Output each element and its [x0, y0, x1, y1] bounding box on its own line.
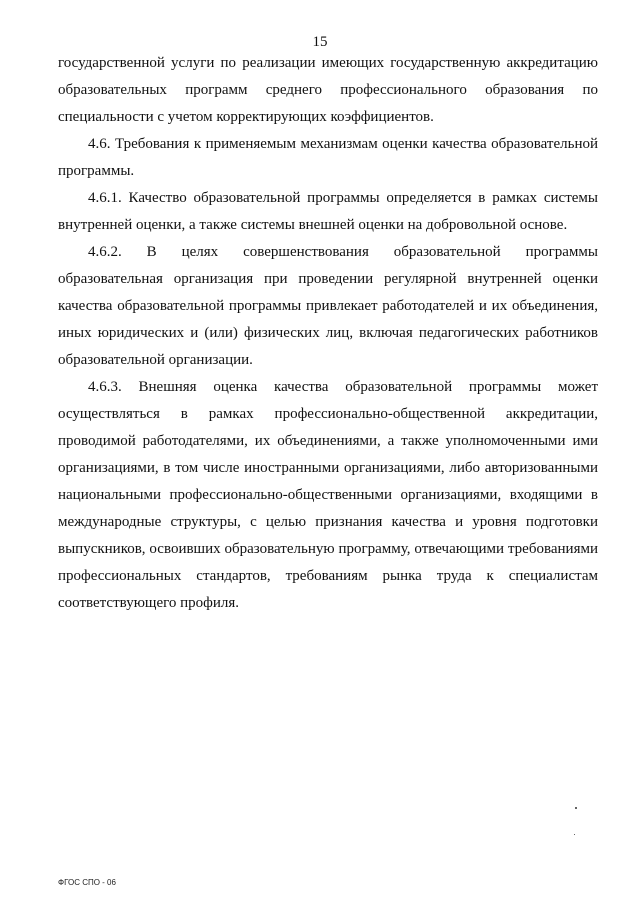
- document-body: [58, 50, 598, 617]
- paragraph-4-6-1: 4.6.1. Качество образовательной программы определяется в рамках системы внутренней оценки, а также системы внешней оценки на добровольной основе.: [58, 190, 598, 233]
- scan-speck: [574, 834, 575, 835]
- page-number: 15: [312, 34, 328, 50]
- paragraph-continuation: государственной услуги по реализации имеющих государственную аккредитацию образовательных программ среднего профессионального образования по специальности с учетом корректирующих коэффициентов.: [58, 55, 598, 125]
- document-footer: ФГОС СПО - 06: [58, 878, 116, 887]
- paragraph-4-6-3: 4.6.3. Внешняя оценка качества образовательной программы может осуществляться в рамках профессионально-общественной аккредитации, проводимой работодателями, их объединениями, а также уполномоченными ими организациями, в том числе иностранными организациями, либо авторизованными национальными профессионально-общественными организациями, входящими в международные структуры, с целью признания качества и уровня подготовки выпускников, освоивших образовательную программу, отвечающими требованиями профессиональных стандартов, требованиям рынка труда к специалистам соответствующего профиля.: [58, 379, 598, 611]
- paragraph-4-6: 4.6. Требования к применяемым механизмам оценки качества образовательной программы.: [58, 136, 598, 179]
- paragraph-4-6-2: 4.6.2. В целях совершенствования образовательной программы образовательная организация при проведении регулярной внутренней оценки качества образовательной программы привлекает работодателей и их объединения, иных юридических и (или) физических лиц, включая педагогических работников образовательной организации.: [58, 244, 598, 368]
- scan-speck: [575, 807, 577, 809]
